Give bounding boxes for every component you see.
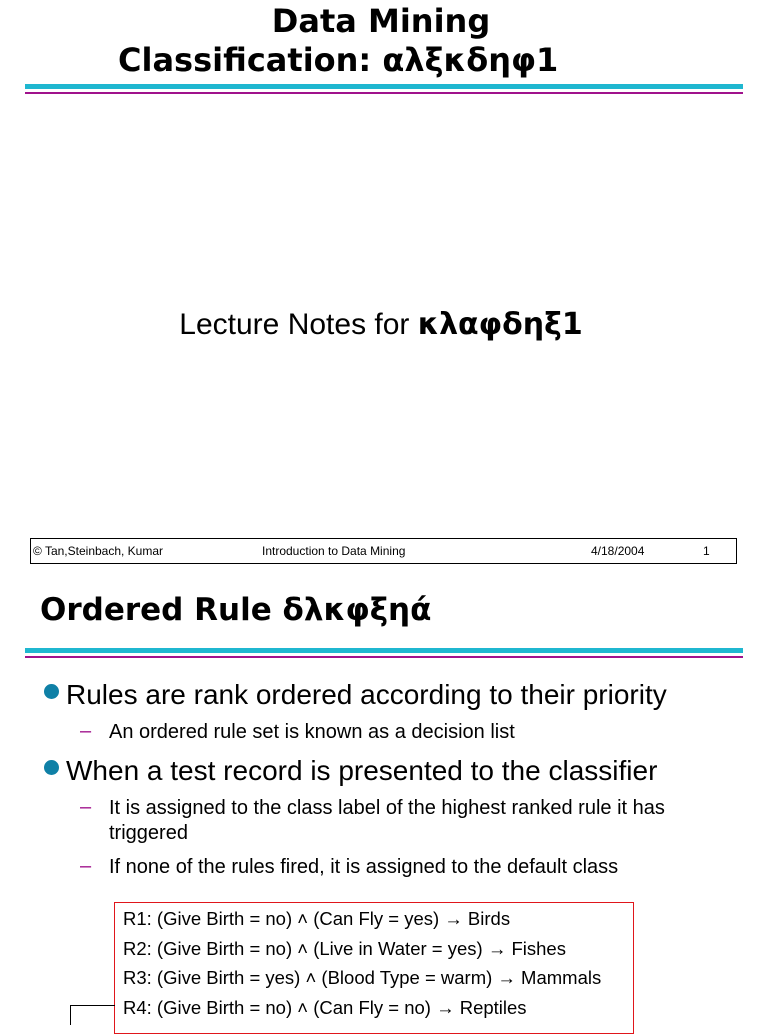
slide2-divider-magenta xyxy=(25,656,743,658)
bullet-dot-icon xyxy=(44,684,59,699)
connector-line xyxy=(70,1005,71,1025)
title-divider-magenta xyxy=(25,92,743,94)
sub-bullet-dash-icon: – xyxy=(80,796,92,818)
rule-list-box xyxy=(114,902,634,1034)
slide2-divider-cyan xyxy=(25,648,743,653)
slide-title-line2: Classification: αλξκδηφ1 xyxy=(118,41,559,79)
lecture-notes-line xyxy=(0,307,762,343)
bullet-2-text: When a test record is presented to the classifier xyxy=(66,755,658,786)
slide2-title: Ordered Rule δλκφξηά xyxy=(40,592,432,628)
lecture-notes-book: κλαφδηξ1 xyxy=(417,307,583,342)
bullet-2-sub-1: It is assigned to the class label of the highest ranked rule it has triggered xyxy=(109,797,665,844)
rule-r4: R4: (Give Birth = no) ˄ (Can Fly = no) → Reptiles xyxy=(123,997,527,1018)
bullet-1-sub-1: An ordered rule set is known as a decision list xyxy=(109,721,515,743)
lecture-notes-prefix: Lecture Notes for xyxy=(179,308,418,341)
footer-date: 4/18/2004 xyxy=(591,544,645,558)
slide-footer xyxy=(30,538,737,564)
bullet-1-text: Rules are rank ordered according to their priority xyxy=(66,679,667,710)
title-divider-cyan xyxy=(25,84,743,89)
connector-line xyxy=(70,1005,115,1006)
rule-r1: R1: (Give Birth = no) ˄ (Can Fly = yes) → Birds xyxy=(123,908,511,929)
sub-bullet-dash-icon: – xyxy=(80,720,92,742)
rule-r3: R3: (Give Birth = yes) ˄ (Blood Type = warm) → Mammals xyxy=(123,967,602,988)
slide-title-line1: Data Mining xyxy=(271,2,491,40)
bullet-2-sub-2: If none of the rules fired, it is assigned to the default class xyxy=(109,856,619,878)
bullet-dot-icon xyxy=(44,760,59,775)
rule-r2: R2: (Give Birth = no) ˄ (Live in Water = yes) → Fishes xyxy=(123,938,566,959)
footer-copyright: © Tan,Steinbach, Kumar xyxy=(33,544,164,558)
sub-bullet-dash-icon: – xyxy=(80,855,92,877)
footer-course: Introduction to Data Mining xyxy=(262,544,406,558)
footer-page-number: 1 xyxy=(703,544,710,558)
